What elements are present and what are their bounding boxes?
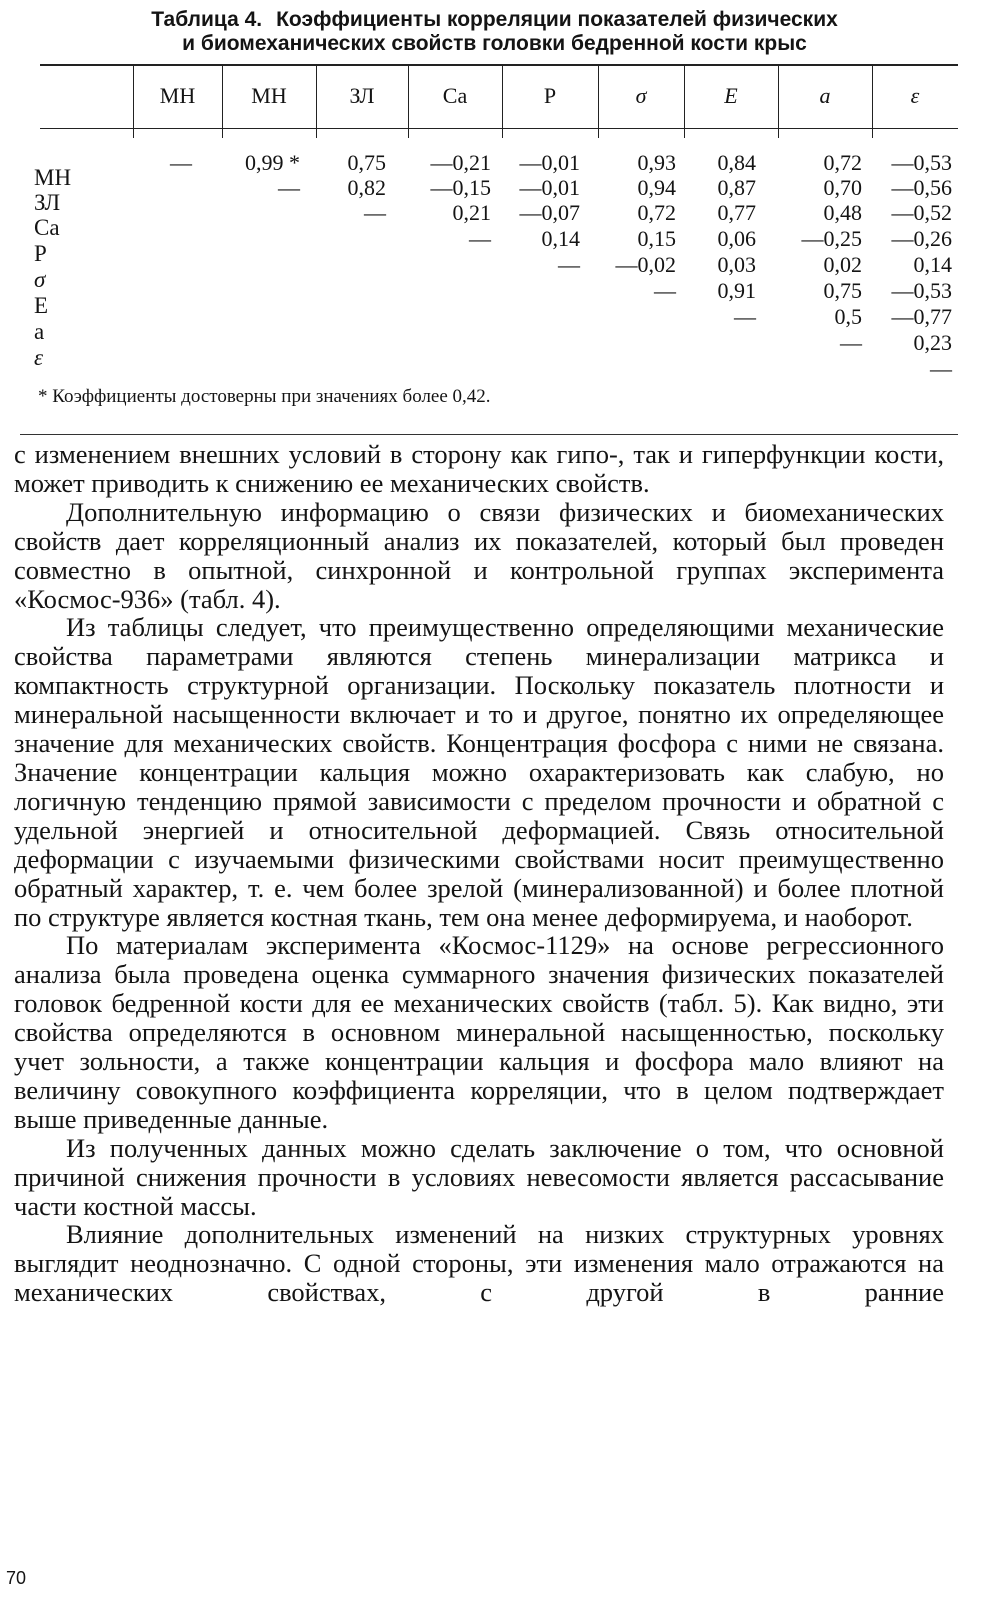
paragraph: Влияние дополнительных изменений на низких структурных уровнях выглядит неоднозначно. С одной стороны, эти изменения мало отражаются на механических свойствах, с другой в ранние xyxy=(14,1219,944,1308)
table-cell: 0,5 xyxy=(834,304,862,329)
column-header: σ xyxy=(635,83,647,108)
paragraph: Дополнительную информацию о связи физических и биомеханических свойств дает корреляционный анализ их показателей, который был проведен совместно в опытной, синхронной и контрольной группах эксперимента «Космос-936» (табл. 4). xyxy=(14,496,944,614)
table-cell: 0,02 xyxy=(823,252,862,277)
table-cell: 0,21 xyxy=(452,200,491,225)
paragraph: Из таблицы следует, что преимущественно определяющими механические свойства параметрами являются степень минерализации матрикса и компактность структурной организации. Поскольку показатель плотности и минеральной насыщенности включает и то и другое, понятно их определяющее значение для механических свойств. Концентрация фосфора с ними не связана. Значение концентрации кальция можно охарактеризовать как слабую, но логичную тенденцию прямой зависимости с пределом прочности и обратной с удельной энергией и относительной деформацией. Связь относительной деформации с изучаемыми физическими свойствами носит преимущественно обратный характер, т. е. чем более зрелой (минерализованной) и более плотной по структуре является костная ткань, тем она менее деформируема, и наоборот. xyxy=(14,612,944,932)
header-tick xyxy=(133,128,134,138)
column-header: ЗЛ xyxy=(349,83,375,108)
row-label: σ xyxy=(34,267,46,292)
table-cell: 0,03 xyxy=(717,252,756,277)
header-tick xyxy=(684,128,685,138)
table-cell: — xyxy=(364,200,386,225)
header-tick xyxy=(872,128,873,138)
header-tick xyxy=(778,128,779,138)
table-cell: — xyxy=(278,175,300,200)
table-cell: 0,84 xyxy=(717,150,756,175)
table-cell: 0,87 xyxy=(717,175,756,200)
column-header: a xyxy=(819,83,831,108)
paragraph: Из полученных данных можно сделать заключение о том, что основной причиной снижения прочности в условиях невесомости является рассасывание части костной массы. xyxy=(14,1132,944,1221)
table-cell: —0,21 xyxy=(430,150,491,175)
table-cell: 0,70 xyxy=(823,175,862,200)
table-cell: —0,52 xyxy=(891,200,952,225)
header-tick xyxy=(222,128,223,138)
row-label: Ca xyxy=(34,215,60,240)
table-cell: 0,75 xyxy=(823,278,862,303)
caption-title-1: Коэффициенты корреляции показателей физических xyxy=(276,8,838,31)
column-header: МН xyxy=(159,83,196,108)
column-header: МН xyxy=(251,83,287,108)
column-header: P xyxy=(543,83,557,108)
row-label: МН xyxy=(34,165,72,190)
page-number: 70 xyxy=(6,1568,27,1588)
table-cell: — xyxy=(558,252,580,277)
row-label: ε xyxy=(34,345,44,370)
row-label: P xyxy=(34,241,47,266)
table-caption xyxy=(0,8,989,56)
column-header: ε xyxy=(910,83,920,108)
table-cell: 0,14 xyxy=(541,226,580,251)
table-cell: —0,26 xyxy=(891,226,952,251)
caption-label: Таблица 4. xyxy=(151,8,263,31)
row-label: E xyxy=(34,293,49,318)
header-tick xyxy=(502,128,503,138)
column-header: Ca xyxy=(442,83,468,108)
separator-rule xyxy=(20,434,958,435)
table-cell: 0,94 xyxy=(637,175,676,200)
table-cell: —0,15 xyxy=(430,175,491,200)
table-cell: — xyxy=(654,278,676,303)
table-cell: — xyxy=(170,150,192,175)
table-cell: 0,77 xyxy=(717,200,756,225)
table-cell: 0,06 xyxy=(717,226,756,251)
table-cell: —0,01 xyxy=(519,175,580,200)
table-cell: —0,77 xyxy=(891,304,952,329)
table-cell: 0,82 xyxy=(347,175,386,200)
table-cell: 0,75 xyxy=(347,150,386,175)
table-cell: —0,02 xyxy=(615,252,676,277)
table-header-rule xyxy=(40,128,958,129)
table-cell: 0,15 xyxy=(637,226,676,251)
table-cell: — xyxy=(840,330,862,355)
table-cell: 0,72 xyxy=(823,150,862,175)
row-label: a xyxy=(34,319,45,344)
column-header: E xyxy=(724,83,738,108)
table-cell: 0,99 * xyxy=(245,150,300,175)
table-cell: —0,56 xyxy=(891,175,952,200)
table-cell: 0,93 xyxy=(637,150,676,175)
table-cell: 0,72 xyxy=(637,200,676,225)
table-cell: 0,23 xyxy=(913,330,952,355)
table-cell: 0,91 xyxy=(717,278,756,303)
table-cell: —0,53 xyxy=(891,150,952,175)
header-tick xyxy=(598,128,599,138)
table-cell: — xyxy=(734,304,756,329)
row-label: ЗЛ xyxy=(34,190,61,215)
table-cell: 0,14 xyxy=(913,252,952,277)
table-cell: —0,01 xyxy=(519,150,580,175)
paragraph: По материалам эксперимента «Космос-1129» на основе регрессионного анализа была проведена оценка суммарного значения физических показателей головок бедренной кости для ее механических свойств (табл. 5). Как видно, эти свойства определяются в основном минеральной насыщенностью, поскольку учет зольности, а также концентрации кальция и фосфора мало влияют на величину совокупного коэффициента корреляции, что в целом подтверждает выше приведенные данные. xyxy=(14,930,944,1134)
table-cell: 0,48 xyxy=(823,200,862,225)
table-cell: — xyxy=(469,226,491,251)
header-tick xyxy=(408,128,409,138)
table-cell: —0,07 xyxy=(519,200,580,225)
table-cell: —0,25 xyxy=(801,226,862,251)
body-text xyxy=(14,440,944,1307)
caption-line-2: и биомеханических свойств головки бедренной кости крыс xyxy=(182,32,807,55)
paragraph: с изменением внешних условий в сторону как гипо-, так и гиперфункции кости, может приводить к снижению ее механических свойств. xyxy=(14,439,944,498)
table-footnote: * Коэффициенты достоверны при значениях более 0,42. xyxy=(38,386,491,407)
header-tick xyxy=(316,128,317,138)
caption-line-1 xyxy=(0,8,989,32)
table-cell: —0,53 xyxy=(891,278,952,303)
table-cell: — xyxy=(930,356,952,381)
